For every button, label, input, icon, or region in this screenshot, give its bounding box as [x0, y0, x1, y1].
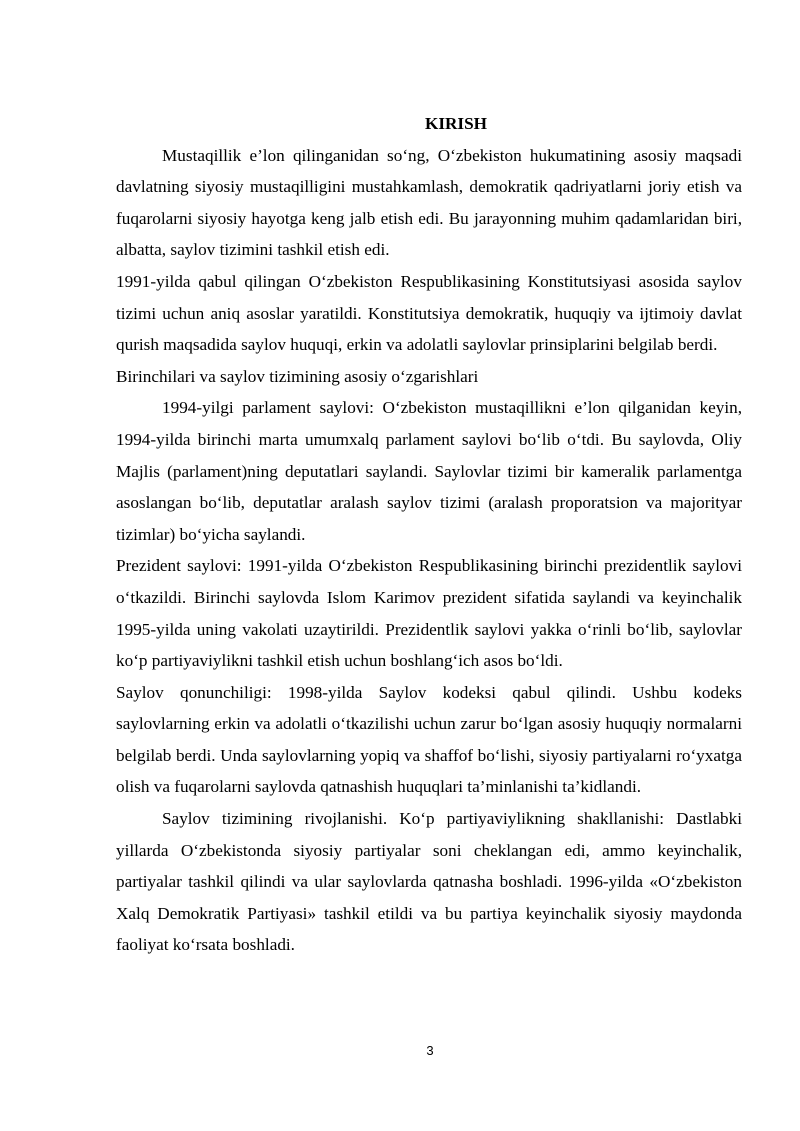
document-page	[116, 108, 742, 961]
paragraph-presidential-election: Prezident saylovi: 1991-yilda O‘zbekiston Respublikasining birinchi prezidentlik saylovi o‘tkazildi. Birinchi saylovda Islom Karimov prezident sifatida saylandi va keyinchalik 1995-yilda uning vakolati uzaytirildi. Prezidentlik saylovi yakka o‘rinli bo‘lib, saylovlar ko‘p partiyaviylikni tashkil etish uchun boshlang‘ich asos bo‘ldi.	[116, 556, 742, 671]
paragraph-intro: Mustaqillik e’lon qilinganidan so‘ng, O‘zbekiston hukumatining asosiy maqsadi davlatning siyosiy mustaqilligini mustahkamlash, demokratik qadriyatlarni joriy etish va fuqarolarni siyosiy hayotga keng jalb etish edi. Bu jarayonning muhim qadamlaridan biri, albatta, saylov tizimini tashkil etish edi.	[116, 145, 742, 260]
paragraph-constitution: 1991-yilda qabul qilingan O‘zbekiston Respublikasining Konstitutsiyasi asosida saylov tizimi uchun aniq asoslar yaratildi. Konstitutsiya demokratik, huquqiy va ijtimoiy davlat qurish maqsadida saylov huquqi, erkin va adolatli saylovlar prinsiplarini belgilab berdi.	[116, 271, 742, 355]
page-number: 3	[426, 1043, 434, 1058]
paragraph-election-legislation: Saylov qonunchiligi: 1998-yilda Saylov kodeksi qabul qilindi. Ushbu kodeks saylovlarning erkin va adolatli o‘tkazilishi uchun zarur bo‘lgan asosiy huquqiy normalarni belgilab berdi. Unda saylovlarning yopiq va shaffof bo‘lishi, siyosiy partiyalarni ro‘yxatga olish va fuqarolarni saylovda qatnashish huquqlari ta’minlanishi ta’kidlandi.	[116, 682, 742, 797]
paragraph-parliament-election: 1994-yilgi parlament saylovi: O‘zbekiston mustaqillikni e’lon qilganidan keyin, 1994-yilda birinchi marta umumxalq parlament saylovi bo‘lib o‘tdi. Bu saylovda, Oliy Majlis (parlament)ning deputatlari saylandi. Saylovlar tizimi bir kameralik parlamentga asoslangan bo‘lib, deputatlar aralash saylov tizimi (aralash proporatsion va majorityar tizimlar) bo‘yicha saylandi.	[116, 398, 742, 544]
section-heading: KIRISH	[424, 114, 488, 133]
paragraph-subheading: Birinchilari va saylov tizimining asosiy o‘zgarishlari	[116, 366, 479, 386]
paragraph-multiparty-development: Saylov tizimining rivojlanishi. Ko‘p partiyaviylikning shakllanishi: Dastlabki yillarda O‘zbekistonda siyosiy partiyalar soni cheklangan edi, ammo keyinchalik, partiyalar tashkil qilindi va ular saylovlarda qatnasha boshladi. 1996-yilda «O‘zbekiston Xalq Demokratik Partiyasi» tashkil etildi va bu partiya keyinchalik siyosiy maydonda faoliyat ko‘rsata boshladi.	[116, 809, 742, 955]
